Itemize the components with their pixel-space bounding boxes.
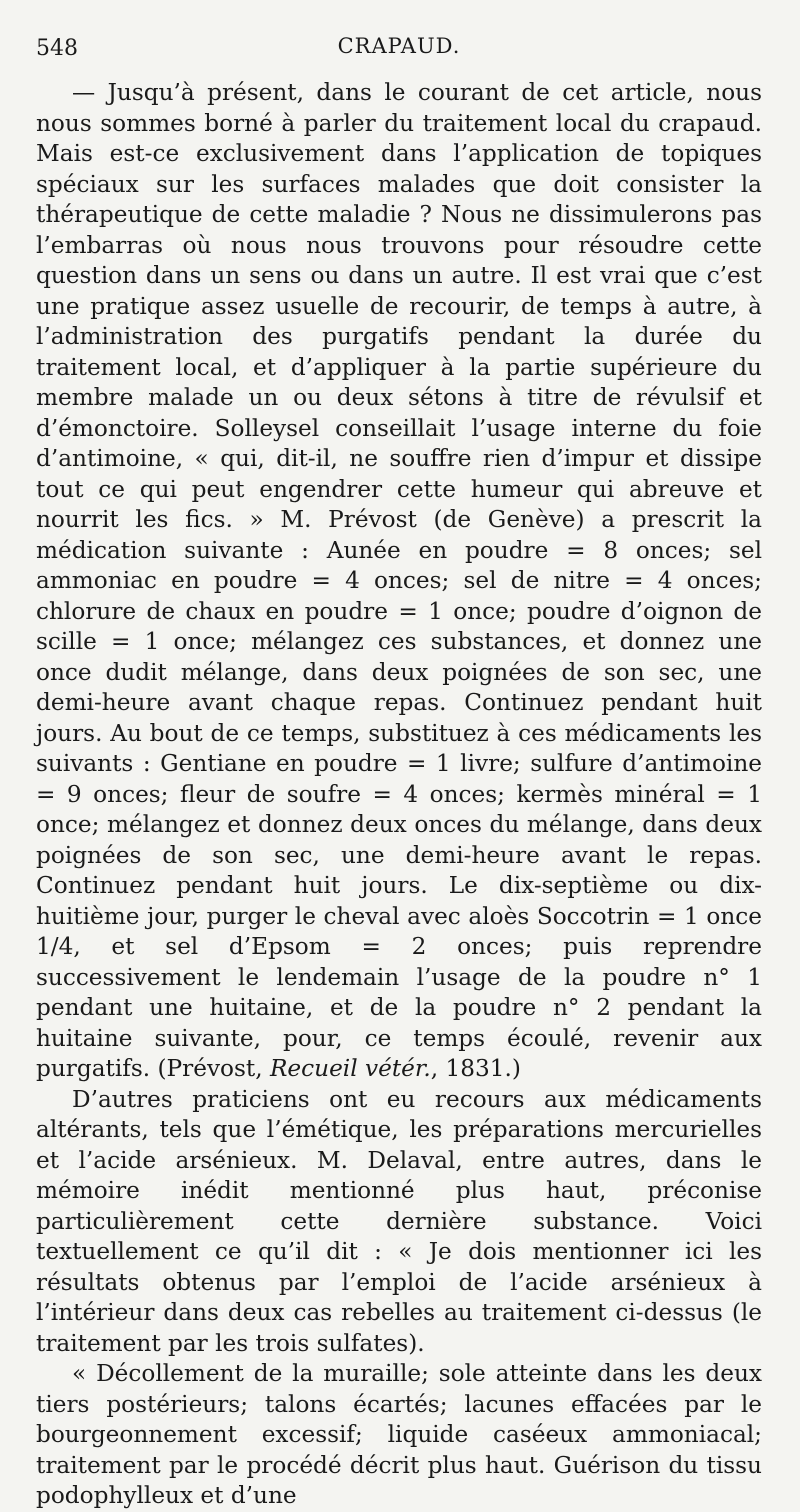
paragraph-2-text: D’autres praticiens ont eu recours aux médicaments altérants, tels que l’émétique, les préparations mercurielles et l’acide arsénieux. M. Delaval, entre autres, dans le mémoire inédit mentionné plus haut, préconise particulièrement cette dernière substance. Voici textuellement ce qu’il dit : « Je dois mentionner ici les résultats obtenus par l’emploi de l’acide arsénieux à l’intérieur dans deux cas rebelles au traitement ci-dessus (le traitement par les trois sulfates). — [36, 1085, 762, 1357]
page-header — [36, 28, 762, 72]
paragraph-3-text: « Décollement de la muraille; sole atteinte dans les deux tiers postérieurs; talons écartés; lacunes effacées par le bourgeonnement excessif; liquide caséeux ammoniacal; traitement par le procédé décrit plus haut. Guérison du tissu podophylleux et d’une — [36, 1360, 762, 1509]
running-title: CRAPAUD. — [337, 34, 461, 58]
citation-title: Recueil vétér. — [269, 1055, 431, 1082]
page-number: 548 — [36, 36, 78, 61]
paragraph-1 — [36, 78, 762, 1085]
paragraph-3 — [36, 1359, 762, 1512]
paragraph-2 — [36, 1085, 762, 1360]
citation-end: , 1831.) — [430, 1055, 521, 1082]
paragraph-1-text: — Jusqu’à présent, dans le courant de cet article, nous nous sommes borné à parler du traitement local du crapaud. Mais est-ce exclusivement dans l’application de topiques spéciaux sur les surfaces malades que doit consister la thérapeutique de cette maladie ? Nous ne dissimulerons pas l’embarras où nous nous trouvons pour résoudre cette question dans un sens ou dans un autre. Il est vrai que c’est une pratique assez usuelle de recourir, de temps à autre, à l’administration des purgatifs pendant la durée du traitement local, et d’appliquer à la partie supérieure du membre malade un ou deux sétons à titre de révulsif et d’émonctoire. Solleysel conseillait l’usage interne du foie d’antimoine, « qui, dit-il, ne souffre rien d’impur et dissipe tout ce qui peut engendrer cette humeur qui abreuve et nourrit les fics. » M. Prévost (de Genève) a prescrit la médication suivante : Aunée en poudre = 8 onces; sel ammoniac en poudre = 4 onces; sel de nitre = 4 onces; chlorure de chaux en poudre = 1 once; poudre d’oignon de scille = 1 once; mélangez ces substances, et donnez une once dudit mélange, dans deux poignées de son sec, une demi-heure avant chaque repas. Continuez pendant huit jours. Au bout de ce temps, substituez à ces médicaments les suivants : Gentiane en poudre = 1 livre; sulfure d’antimoine = 9 onces; fleur de soufre = 4 onces; kermès minéral = 1 once; mélangez et donnez deux onces du mélange, dans deux poignées de son sec, une demi-heure avant le repas. Continuez pendant huit jours. Le dix-septième ou dix-huitième jour, purger le cheval avec aloès Soccotrin = 1 once 1/4, et sel d’Epsom = 2 onces; puis reprendre successivement le lendemain l’usage de la poudre n° 1 pendant une huitaine, et de la poudre n° 2 pendant la huitaine suivante, pour, ce temps écoulé, revenir aux purgatifs. (Prévost, — [36, 79, 762, 1082]
